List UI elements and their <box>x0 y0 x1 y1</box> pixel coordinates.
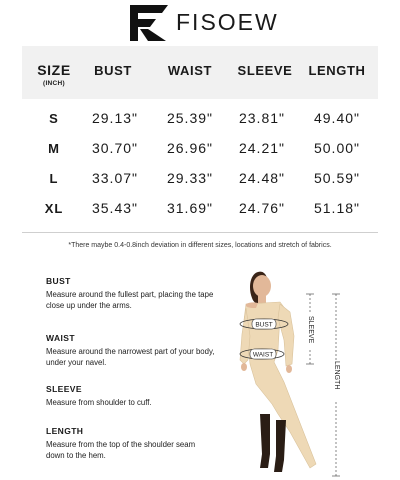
guide-description: Measure around the narrowest part of your body, under your navel. <box>46 347 215 367</box>
header-bust: BUST <box>94 63 132 78</box>
cell-sleeve: 24.21" <box>238 140 285 156</box>
header-size: SIZE <box>37 62 71 78</box>
table-row <box>22 194 378 224</box>
guide-waist <box>46 333 246 368</box>
cell-size: L <box>49 171 59 186</box>
cell-bust: 29.13" <box>91 110 138 126</box>
header-unit: (INCH) <box>42 80 66 87</box>
cell-sleeve: 24.76" <box>238 200 285 216</box>
cell-length: 50.00" <box>313 140 360 156</box>
cell-waist: 26.96" <box>166 140 213 156</box>
model-measurement-illustration <box>220 264 390 480</box>
header <box>0 0 400 46</box>
deviation-note: *There maybe 0.4-0.8inch deviation in different sizes, locations and stretch of fabrics. <box>68 242 332 249</box>
cell-sleeve: 24.48" <box>238 170 285 186</box>
cell-bust: 35.43" <box>91 200 138 216</box>
figure-label-waist: WAIST <box>252 351 274 359</box>
guide-description: Measure from the top of the shoulder seam down to the hem. <box>46 440 196 460</box>
cell-waist: 25.39" <box>166 110 213 126</box>
cell-size: M <box>48 141 60 156</box>
cell-length: 49.40" <box>313 110 360 126</box>
guide-bust <box>46 276 246 311</box>
guide-description: Measure from shoulder to cuff. <box>46 398 152 407</box>
figure-label-length: LENGTH <box>333 361 340 390</box>
header-length: LENGTH <box>308 63 366 78</box>
divider <box>22 232 378 233</box>
table-row <box>22 134 378 164</box>
guide-title: WAIST <box>46 333 75 343</box>
figure-label-sleeve: SLEEVE <box>307 316 314 344</box>
guide-title: BUST <box>46 276 71 286</box>
guide-description: Measure around the fullest part, placing the tape close up under the arms. <box>46 290 214 310</box>
cell-waist: 31.69" <box>166 200 213 216</box>
cell-waist: 29.33" <box>166 170 213 186</box>
brand-name: FISOEW <box>176 9 279 35</box>
table-header-row <box>22 46 378 99</box>
cell-length: 51.18" <box>313 200 360 216</box>
cell-bust: 30.70" <box>91 140 138 156</box>
cell-sleeve: 23.81" <box>238 110 285 126</box>
brand-logo-icon <box>126 3 170 43</box>
table-row <box>22 104 378 134</box>
cell-bust: 33.07" <box>91 170 138 186</box>
header-waist: WAIST <box>167 63 213 78</box>
guide-title: SLEEVE <box>46 384 82 394</box>
cell-size: S <box>49 111 59 126</box>
size-chart-table <box>22 46 378 227</box>
guide-length <box>46 426 246 461</box>
table-row <box>22 164 378 194</box>
header-sleeve: SLEEVE <box>237 63 293 78</box>
guide-sleeve <box>46 384 246 408</box>
figure-label-bust: BUST <box>255 321 273 329</box>
cell-size: XL <box>44 201 64 216</box>
guide-title: LENGTH <box>46 426 84 436</box>
cell-length: 50.59" <box>313 170 360 186</box>
